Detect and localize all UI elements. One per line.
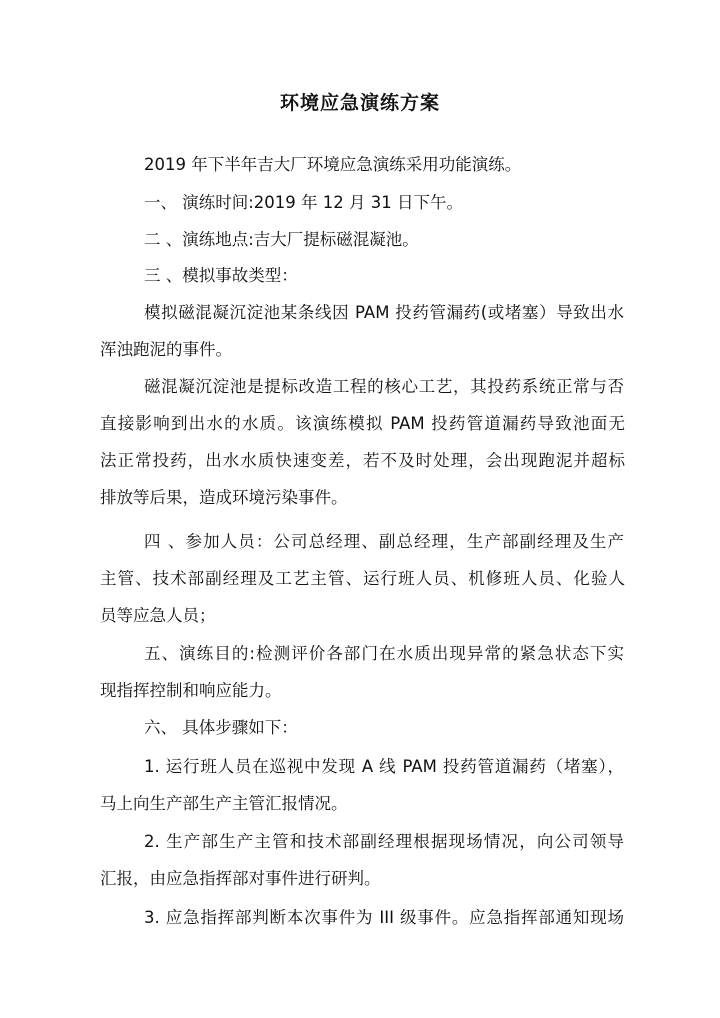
participants-line-1: 四 、参加人员：公司总经理、副总经理，生产部副经理及生产	[144, 532, 624, 551]
step-2-line-2: 汇报，由应急指挥部对事件进行研判。	[100, 869, 381, 888]
purpose-line-1: 五、演练目的:检测评价各部门在水质出现异常的紧急状态下实	[144, 644, 624, 663]
section-3-heading: 三 、模拟事故类型：	[144, 266, 298, 285]
step-1-line-1: 1. 运行班人员在巡视中发现 A 线 PAM 投药管道漏药（堵塞），	[144, 757, 624, 776]
core-process-line-2: 直接影响到出水的水质。该演练模拟 PAM 投药管道漏药导致池面无	[100, 414, 625, 433]
participants-line-2: 主管、技术部副经理及工艺主管、运行班人员、机修班人员、化验人	[100, 569, 625, 588]
document-title: 环境应急演练方案	[279, 92, 440, 114]
core-process-line-3: 法正常投药，出水水质快速变差，若不及时处理，会出现跑泥并超标	[100, 451, 625, 470]
purpose-line-2: 现指挥控制和响应能力。	[100, 681, 282, 700]
core-process-line-1: 磁混凝沉淀池是提标改造工程的核心工艺，其投药系统正常与否	[144, 377, 624, 396]
section-2-location: 二 、演练地点:吉大厂提标磁混凝池。	[144, 230, 419, 249]
step-1-line-2: 马上向生产部生产主管汇报情况。	[100, 794, 348, 813]
section-1-time: 一、 演练时间:2019 年 12 月 31 日下午。	[144, 193, 464, 212]
accident-type-line-1: 模拟磁混凝沉淀池某条线因 PAM 投药管漏药(或堵塞）导致出水	[144, 303, 624, 322]
step-3-line-1: 3. 应急指挥部判断本次事件为 III 级事件。应急指挥部通知现场	[144, 908, 624, 927]
participants-line-3: 员等应急人员；	[100, 606, 216, 625]
step-2-line-1: 2. 生产部生产主管和技术部副经理根据现场情况，向公司领导	[144, 832, 624, 851]
intro-paragraph: 2019 年下半年吉大厂环境应急演练采用功能演练。	[144, 155, 522, 174]
accident-type-line-2: 浑浊跑泥的事件。	[100, 340, 232, 359]
section-6-heading: 六、 具体步骤如下：	[144, 718, 298, 737]
core-process-line-4: 排放等后果，造成环境污染事件。	[100, 488, 348, 507]
